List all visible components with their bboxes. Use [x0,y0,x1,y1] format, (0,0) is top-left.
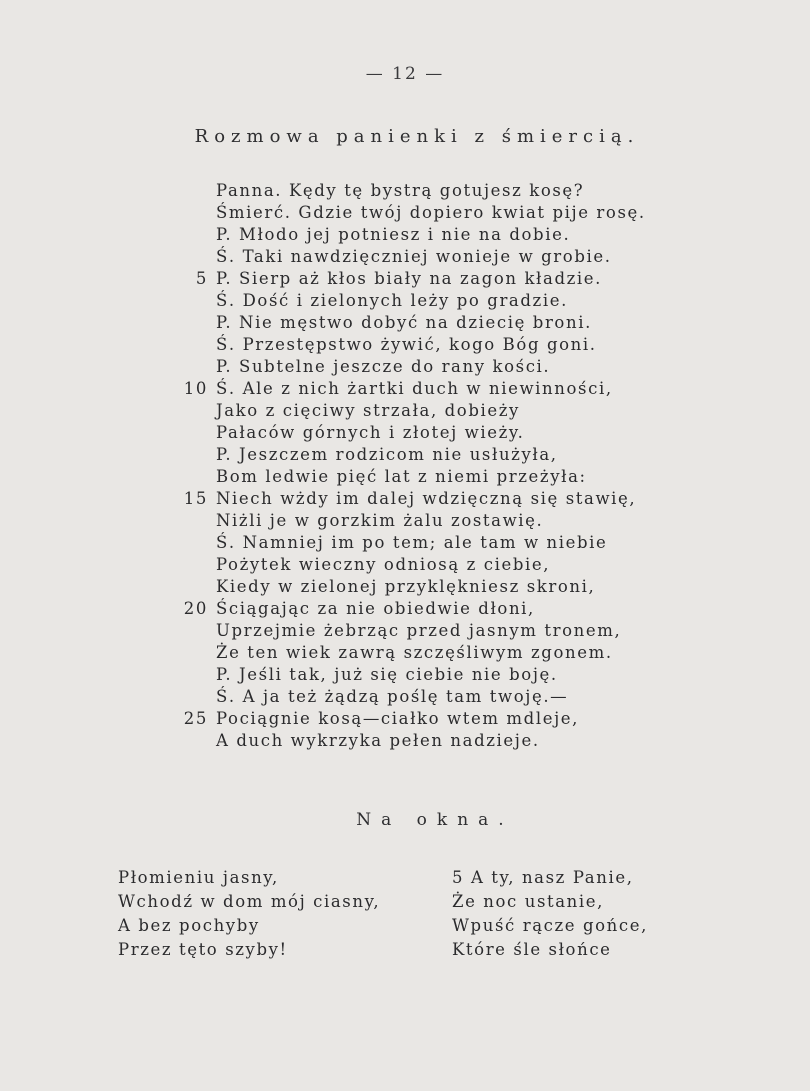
stanza-line: Wpuść rącze gońce, [452,916,648,935]
poem-body [183,180,646,752]
page-number: — 12 — [365,64,445,84]
poem-line-text: Bom ledwie pięć lat z niemi przeżyła: [216,467,587,486]
stanza-line: A bez pochyby [118,916,260,935]
poem-line [216,400,636,422]
poem-line [216,334,636,356]
poem-line-text: Ś. Namniej im po tem; ale tam w niebie [216,533,608,552]
poem-line-text: P. Młodo jej potniesz i nie na dobie. [216,225,571,244]
line-number: 20 [183,599,208,618]
line-number: 10 [183,379,208,398]
stanza-line: 5 A ty, nasz Panie, [452,868,634,887]
poem-line [216,620,636,642]
poem-line [216,246,636,268]
poem-line-text: Uprzejmie żebrząc przed jasnym tronem, [216,621,622,640]
poem-line [183,598,636,620]
poem-line-text: Ś. A ja też żądzą poślę tam twoję.— [216,687,569,706]
poem-line-text: P. Jeśli tak, już się ciebie nie boję. [216,665,558,684]
poem-line [216,180,636,202]
line-number: 15 [183,489,208,508]
poem-line [183,708,636,730]
poem-line [216,312,636,334]
stanza-line: Wchodź w dom mój ciasny, [118,892,381,911]
stanza-line: Że noc ustanie, [452,892,604,911]
poem-line [216,576,636,598]
poem-line [216,444,636,466]
poem-line [216,730,636,752]
poem-line-text: Ściągając za nie obiedwie dłoni, [216,599,535,618]
stanza-line: Płomieniu jasny, [118,868,279,887]
poem-line [216,664,636,686]
poem-line-text: Śmierć. Gdzie twój dopiero kwiat pije rosę. [216,203,646,222]
stanza-line: Przez tęto szyby! [118,940,288,959]
poem-line [216,510,636,532]
stanza-line: Które śle słońce [452,940,612,959]
poem-line [216,290,636,312]
poem-line-text: A duch wykrzyka pełen nadzieje. [216,731,540,750]
poem-line-text: P. Nie męstwo dobyć na dziecię broni. [216,313,592,332]
line-number: 25 [183,709,208,728]
poem-line [216,686,636,708]
line-number: 5 [195,269,208,288]
poem-line-text: P. Subtelne jeszcze do rany kości. [216,357,551,376]
poem-line-text: Pociągnie kosą—ciałko wtem mdleje, [216,709,580,728]
poem-line-text: Panna. Kędy tę bystrą gotujesz kosę? [216,181,585,200]
poem-line [216,422,636,444]
poem-line [216,554,636,576]
poem-line [216,356,636,378]
poem-line-text: P. Jeszczem rodzicom nie usłużyła, [216,445,558,464]
poem-line-text: Ś. Taki nawdzięczniej wonieje w grobie. [216,247,612,266]
poem-line [183,378,636,400]
poem-line-text: Niżli je w gorzkim żalu zostawię. [216,511,544,530]
poem-line-text: P. Sierp aż kłos biały na zagon kładzie. [216,269,602,288]
right-stanza [452,866,648,962]
poem-line [216,532,636,554]
second-poem-title: Na okna. [356,810,514,830]
poem-line-text: Jako z cięciwy strzała, dobieży [216,401,520,420]
left-stanza [118,866,380,962]
poem-line [216,642,636,664]
poem-line [216,202,646,224]
poem-line-text: Że ten wiek zawrą szczęśliwym zgonem. [216,643,613,662]
poem-line-text: Ś. Dość i zielonych leży po gradzie. [216,291,568,310]
poem-line-text: Niech wżdy im dalej wdzięczną się stawię, [216,489,637,508]
poem-line-text: Kiedy w zielonej przyklękniesz skroni, [216,577,596,596]
poem-line [216,224,636,246]
poem-line-text: Pożytek wieczny odniosą z ciebie, [216,555,551,574]
poem-line [195,268,636,290]
poem-line-text: Ś. Ale z nich żartki duch w niewinności, [216,379,613,398]
poem-line-text: Ś. Przestępstwo żywić, kogo Bóg goni. [216,335,597,354]
poem-line [183,488,637,510]
poem-title: Rozmowa panienki z śmiercią. [194,126,640,147]
poem-line [216,466,636,488]
poem-line-text: Pałaców górnych i złotej wieży. [216,423,525,442]
